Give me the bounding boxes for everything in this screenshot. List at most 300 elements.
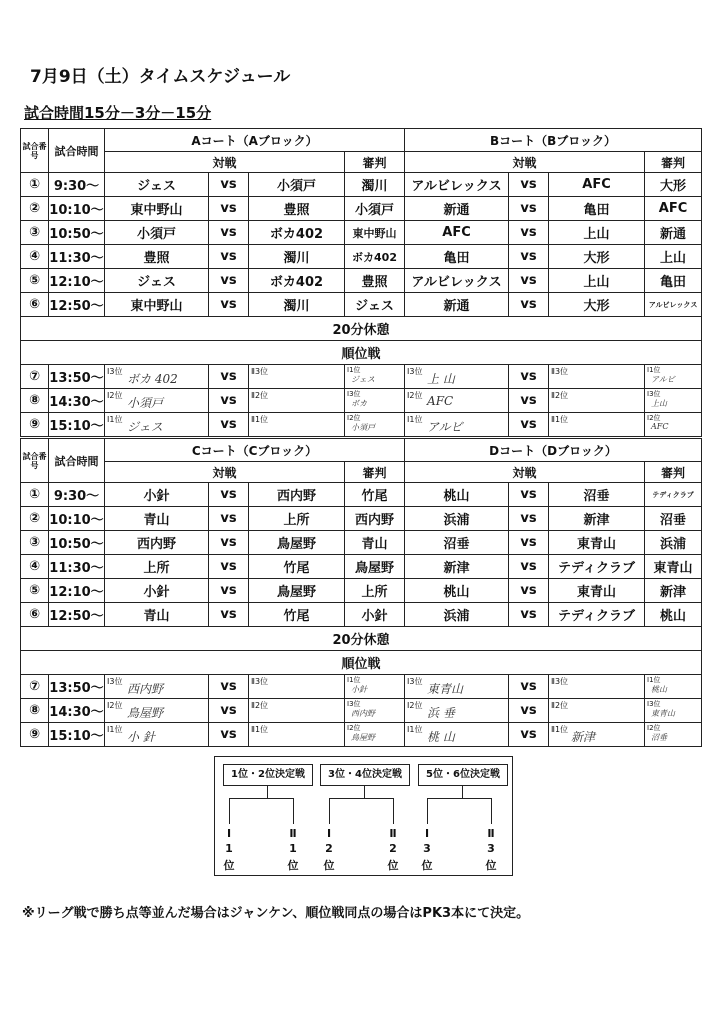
team-home bbox=[405, 413, 509, 437]
match-number: ② bbox=[21, 507, 49, 531]
playoff-slot bbox=[645, 699, 701, 722]
team-away bbox=[249, 365, 345, 389]
playoff-slot bbox=[549, 675, 644, 698]
time-header: 試合時間 bbox=[49, 129, 105, 173]
team-home bbox=[105, 675, 209, 699]
bracket-seed-label: 2 bbox=[389, 842, 397, 855]
vs-label: vs bbox=[509, 483, 549, 507]
match-duration: 試合時間15分－3分－15分 bbox=[24, 104, 212, 122]
match-number: ④ bbox=[21, 245, 49, 269]
handwritten-team: 西内野 bbox=[351, 709, 375, 718]
referee: 竹尾 bbox=[345, 483, 405, 507]
vs-label: vs bbox=[509, 197, 549, 221]
bracket-line bbox=[364, 786, 365, 798]
seed-label: Ⅱ3位 bbox=[551, 677, 569, 686]
team-away bbox=[549, 389, 645, 413]
playoff-slot bbox=[405, 723, 508, 746]
match-number: ⑨ bbox=[21, 413, 49, 437]
playoff-header: 順位戦 bbox=[21, 651, 702, 675]
team-home bbox=[405, 365, 509, 389]
referee bbox=[345, 365, 405, 389]
referee bbox=[645, 365, 702, 389]
playoff-slot bbox=[249, 675, 344, 698]
referee: 新通 bbox=[645, 221, 702, 245]
team-away bbox=[549, 413, 645, 437]
seed-label: Ⅰ2位 bbox=[407, 391, 423, 400]
referee: テディクラブ bbox=[645, 483, 702, 507]
match-header: 対戦 bbox=[105, 152, 345, 173]
team-away: 沼垂 bbox=[549, 483, 645, 507]
referee: 沼垂 bbox=[645, 507, 702, 531]
match-number: ⑧ bbox=[21, 389, 49, 413]
final-title-box: 3位・4位決定戦 bbox=[320, 764, 410, 786]
bracket-seed-label: 位 bbox=[485, 859, 497, 872]
vs-label: vs bbox=[209, 269, 249, 293]
seed-label: Ⅰ3位 bbox=[647, 390, 661, 398]
seed-label: Ⅱ2位 bbox=[251, 701, 269, 710]
team-away: テディクラブ bbox=[549, 603, 645, 627]
playoff-slot bbox=[645, 389, 701, 412]
handwritten-team: 新津 bbox=[571, 730, 596, 744]
final-title-box: 5位・6位決定戦 bbox=[418, 764, 508, 786]
bracket-seed-label: 2 bbox=[325, 842, 333, 855]
team-home: 豊照 bbox=[105, 245, 209, 269]
team-away: 上山 bbox=[549, 269, 645, 293]
bracket-line bbox=[329, 798, 393, 799]
playoff-slot bbox=[249, 413, 344, 436]
seed-label: Ⅰ1位 bbox=[647, 676, 661, 684]
referee: AFC bbox=[645, 197, 702, 221]
vs-label: vs bbox=[509, 365, 549, 389]
bracket-seed-label: Ⅱ bbox=[487, 827, 495, 840]
match-number: ⑦ bbox=[21, 675, 49, 699]
playoff-slot bbox=[405, 389, 508, 412]
team-home bbox=[105, 365, 209, 389]
seed-label: Ⅱ1位 bbox=[551, 415, 569, 424]
bracket-seed-label: 位 bbox=[223, 859, 235, 872]
vs-label: vs bbox=[509, 221, 549, 245]
vs-label: vs bbox=[509, 507, 549, 531]
vs-label: vs bbox=[509, 723, 549, 747]
handwritten-team: アルビ bbox=[651, 375, 675, 384]
bracket-line bbox=[293, 798, 294, 824]
seed-label: Ⅰ3位 bbox=[407, 367, 423, 376]
team-home: 浜浦 bbox=[405, 603, 509, 627]
bracket-seed-label: 位 bbox=[421, 859, 433, 872]
team-home: 東中野山 bbox=[105, 197, 209, 221]
seed-label: Ⅰ1位 bbox=[107, 725, 123, 734]
handwritten-team: ボカ bbox=[351, 399, 367, 408]
team-away: ボカ402 bbox=[249, 269, 345, 293]
team-away bbox=[549, 699, 645, 723]
playoff-row bbox=[21, 413, 702, 437]
match-number: ⑥ bbox=[21, 293, 49, 317]
handwritten-team: ジェス bbox=[127, 420, 163, 434]
team-away: 小須戸 bbox=[249, 173, 345, 197]
team-home: 桃山 bbox=[405, 483, 509, 507]
playoff-slot bbox=[405, 675, 508, 698]
bracket-seed-label: 1 bbox=[289, 842, 297, 855]
break-row: 20分休憩 bbox=[21, 317, 702, 341]
seed-label: Ⅱ1位 bbox=[551, 725, 569, 734]
vs-label: vs bbox=[509, 531, 549, 555]
referee bbox=[645, 413, 702, 437]
match-number: ② bbox=[21, 197, 49, 221]
playoff-slot bbox=[645, 365, 701, 388]
playoff-slot bbox=[345, 389, 404, 412]
team-home bbox=[405, 675, 509, 699]
vs-label: vs bbox=[209, 245, 249, 269]
vs-label: vs bbox=[209, 579, 249, 603]
match-row bbox=[21, 531, 702, 555]
team-away bbox=[249, 723, 345, 747]
bracket-line bbox=[229, 798, 293, 799]
playoff-slot bbox=[345, 675, 404, 698]
match-row bbox=[21, 483, 702, 507]
match-time: 12:50～ bbox=[49, 603, 105, 627]
playoff-slot bbox=[549, 699, 644, 722]
team-home: ジェス bbox=[105, 173, 209, 197]
playoff-slot bbox=[249, 723, 344, 746]
seed-label: Ⅰ2位 bbox=[107, 391, 123, 400]
team-home: 西内野 bbox=[105, 531, 209, 555]
match-time: 10:10～ bbox=[49, 197, 105, 221]
team-away: ボカ402 bbox=[249, 221, 345, 245]
handwritten-team: アルビ bbox=[427, 420, 463, 434]
bracket-seed-label: 3 bbox=[423, 842, 431, 855]
vs-label: vs bbox=[509, 269, 549, 293]
team-home: AFC bbox=[405, 221, 509, 245]
referee bbox=[345, 675, 405, 699]
match-time: 11:30～ bbox=[49, 555, 105, 579]
team-away bbox=[549, 723, 645, 747]
referee: 鳥屋野 bbox=[345, 555, 405, 579]
handwritten-team: AFC bbox=[427, 394, 454, 408]
playoff-slot bbox=[645, 723, 701, 746]
match-number: ⑦ bbox=[21, 365, 49, 389]
playoff-slot bbox=[345, 365, 404, 388]
bracket-seed-label: Ⅱ bbox=[389, 827, 397, 840]
playoff-slot bbox=[405, 365, 508, 388]
vs-label: vs bbox=[509, 675, 549, 699]
referee bbox=[645, 675, 702, 699]
match-row bbox=[21, 245, 702, 269]
referee: 豊照 bbox=[345, 269, 405, 293]
bracket-line bbox=[462, 786, 463, 798]
team-away bbox=[249, 675, 345, 699]
bracket-seed-label: 3 bbox=[487, 842, 495, 855]
seed-label: Ⅰ1位 bbox=[107, 415, 123, 424]
match-number: ⑧ bbox=[21, 699, 49, 723]
seed-label: Ⅱ3位 bbox=[551, 367, 569, 376]
match-row bbox=[21, 221, 702, 245]
team-home: アルビレックス bbox=[405, 269, 509, 293]
referee: 上山 bbox=[645, 245, 702, 269]
referee bbox=[645, 699, 702, 723]
match-time: 9:30～ bbox=[49, 173, 105, 197]
team-away: 竹尾 bbox=[249, 603, 345, 627]
seed-label: Ⅰ3位 bbox=[347, 390, 361, 398]
handwritten-team: 浜 垂 bbox=[427, 706, 455, 720]
referee: 桃山 bbox=[645, 603, 702, 627]
vs-label: vs bbox=[509, 603, 549, 627]
vs-label: vs bbox=[209, 483, 249, 507]
vs-label: vs bbox=[509, 555, 549, 579]
seed-label: Ⅱ2位 bbox=[551, 701, 569, 710]
playoff-slot bbox=[549, 413, 644, 436]
match-time: 12:10～ bbox=[49, 269, 105, 293]
handwritten-team: 上山 bbox=[651, 399, 668, 408]
referee: 新津 bbox=[645, 579, 702, 603]
bracket-seed-label: 位 bbox=[323, 859, 335, 872]
bracket-line bbox=[491, 798, 492, 824]
handwritten-team: 東青山 bbox=[651, 709, 675, 718]
playoff-slot bbox=[345, 413, 404, 436]
handwritten-team: 鳥屋野 bbox=[127, 706, 164, 720]
match-time: 10:50～ bbox=[49, 531, 105, 555]
team-home: 新通 bbox=[405, 197, 509, 221]
match-time: 10:50～ bbox=[49, 221, 105, 245]
match-row bbox=[21, 603, 702, 627]
match-number: ⑤ bbox=[21, 269, 49, 293]
vs-label: vs bbox=[209, 413, 249, 437]
referee: 亀田 bbox=[645, 269, 702, 293]
team-away: 大形 bbox=[549, 293, 645, 317]
playoff-slot bbox=[105, 389, 208, 412]
match-row bbox=[21, 173, 702, 197]
referee bbox=[345, 389, 405, 413]
vs-label: vs bbox=[209, 197, 249, 221]
referee: 青山 bbox=[345, 531, 405, 555]
vs-label: vs bbox=[209, 723, 249, 747]
vs-label: vs bbox=[509, 293, 549, 317]
team-away bbox=[549, 365, 645, 389]
handwritten-team: 小針 bbox=[351, 685, 367, 694]
playoff-slot bbox=[405, 413, 508, 436]
match-number: ③ bbox=[21, 221, 49, 245]
handwritten-team: 桃山 bbox=[651, 685, 667, 694]
team-home: 浜浦 bbox=[405, 507, 509, 531]
court-header-left: Aコート（Aブロック） bbox=[105, 129, 405, 152]
playoff-slot bbox=[249, 365, 344, 388]
bracket-seed-label: 1 bbox=[225, 842, 233, 855]
schedule-table-ab bbox=[20, 128, 702, 437]
match-time: 11:30～ bbox=[49, 245, 105, 269]
seed-label: Ⅰ2位 bbox=[347, 414, 361, 422]
seed-label: Ⅱ1位 bbox=[251, 725, 269, 734]
match-number: ③ bbox=[21, 531, 49, 555]
seed-label: Ⅰ3位 bbox=[107, 367, 123, 376]
bracket-seed-label: 位 bbox=[387, 859, 399, 872]
playoff-slot bbox=[249, 389, 344, 412]
vs-label: vs bbox=[209, 699, 249, 723]
referee bbox=[345, 699, 405, 723]
time-header: 試合時間 bbox=[49, 439, 105, 483]
handwritten-team: 小須戸 bbox=[127, 396, 164, 410]
vs-label: vs bbox=[209, 173, 249, 197]
bracket-line bbox=[267, 786, 268, 798]
vs-label: vs bbox=[509, 245, 549, 269]
playoff-slot bbox=[405, 699, 508, 722]
team-home: 新津 bbox=[405, 555, 509, 579]
playoff-row bbox=[21, 699, 702, 723]
tiebreak-note: ※リーグ戦で勝ち点等並んだ場合はジャンケン、順位戦同点の場合はPK3本にて決定。 bbox=[22, 906, 530, 921]
team-home: 桃山 bbox=[405, 579, 509, 603]
seed-label: Ⅰ2位 bbox=[647, 724, 661, 732]
match-number: ① bbox=[21, 173, 49, 197]
match-header: 対戦 bbox=[405, 462, 645, 483]
team-home: 小針 bbox=[105, 483, 209, 507]
referee: 浜浦 bbox=[645, 531, 702, 555]
match-number: ④ bbox=[21, 555, 49, 579]
seed-label: Ⅰ1位 bbox=[647, 366, 661, 374]
team-away: 濁川 bbox=[249, 293, 345, 317]
handwritten-team: 小須戸 bbox=[351, 423, 375, 432]
bracket-line bbox=[427, 798, 428, 824]
playoff-row bbox=[21, 723, 702, 747]
match-row bbox=[21, 197, 702, 221]
handwritten-team: ボカ 402 bbox=[127, 372, 178, 386]
handwritten-team: 上 山 bbox=[427, 372, 455, 386]
handwritten-team: ジェス bbox=[351, 375, 375, 384]
court-header-right: Bコート（Bブロック） bbox=[405, 129, 702, 152]
handwritten-team: 沼垂 bbox=[651, 733, 667, 742]
bracket-line bbox=[427, 798, 491, 799]
seed-label: Ⅰ3位 bbox=[107, 677, 123, 686]
playoff-header: 順位戦 bbox=[21, 341, 702, 365]
playoff-slot bbox=[645, 413, 701, 436]
team-home: 青山 bbox=[105, 603, 209, 627]
playoff-slot bbox=[645, 675, 701, 698]
match-number: ⑥ bbox=[21, 603, 49, 627]
team-home: 上所 bbox=[105, 555, 209, 579]
page-title: 7月9日（土）タイムスケジュール bbox=[30, 67, 291, 87]
playoff-slot bbox=[249, 699, 344, 722]
match-header: 対戦 bbox=[105, 462, 345, 483]
match-time: 14:30～ bbox=[49, 699, 105, 723]
referee: 西内野 bbox=[345, 507, 405, 531]
playoff-slot bbox=[549, 389, 644, 412]
handwritten-team: 桃 山 bbox=[427, 730, 455, 744]
vs-label: vs bbox=[509, 579, 549, 603]
playoff-slot bbox=[345, 723, 404, 746]
bracket-seed-label: Ⅰ bbox=[326, 827, 332, 840]
match-row bbox=[21, 293, 702, 317]
team-home bbox=[105, 699, 209, 723]
referee-header: 審判 bbox=[645, 462, 702, 483]
team-away: 亀田 bbox=[549, 197, 645, 221]
vs-label: vs bbox=[209, 293, 249, 317]
handwritten-team: AFC bbox=[651, 422, 669, 431]
seed-label: Ⅰ3位 bbox=[647, 700, 661, 708]
team-away: 上所 bbox=[249, 507, 345, 531]
referee bbox=[645, 723, 702, 747]
seed-label: Ⅰ1位 bbox=[347, 366, 361, 374]
match-time: 14:30～ bbox=[49, 389, 105, 413]
vs-label: vs bbox=[209, 365, 249, 389]
seed-label: Ⅱ2位 bbox=[551, 391, 569, 400]
vs-label: vs bbox=[209, 389, 249, 413]
playoff-slot bbox=[105, 699, 208, 722]
seed-label: Ⅰ2位 bbox=[407, 701, 423, 710]
court-header-left: Cコート（Cブロック） bbox=[105, 439, 405, 462]
team-home: 沼垂 bbox=[405, 531, 509, 555]
match-time: 13:50～ bbox=[49, 365, 105, 389]
seed-label: Ⅰ2位 bbox=[347, 724, 361, 732]
team-away: 大形 bbox=[549, 245, 645, 269]
team-home bbox=[405, 699, 509, 723]
match-row bbox=[21, 579, 702, 603]
match-time: 12:10～ bbox=[49, 579, 105, 603]
team-away: 豊照 bbox=[249, 197, 345, 221]
playoff-row bbox=[21, 675, 702, 699]
seed-label: Ⅰ1位 bbox=[407, 725, 423, 734]
match-no-header: 試合番号 bbox=[21, 129, 49, 173]
seed-label: Ⅰ2位 bbox=[107, 701, 123, 710]
final-title-box: 1位・2位決定戦 bbox=[223, 764, 313, 786]
team-home: 新通 bbox=[405, 293, 509, 317]
referee: 大形 bbox=[645, 173, 702, 197]
referee bbox=[345, 723, 405, 747]
playoff-row bbox=[21, 365, 702, 389]
break-row: 20分休憩 bbox=[21, 627, 702, 651]
match-header: 対戦 bbox=[405, 152, 645, 173]
playoff-slot bbox=[105, 365, 208, 388]
team-home bbox=[105, 723, 209, 747]
playoff-slot bbox=[105, 413, 208, 436]
team-away bbox=[249, 413, 345, 437]
seed-label: Ⅱ3位 bbox=[251, 677, 269, 686]
team-home bbox=[105, 389, 209, 413]
team-away bbox=[249, 699, 345, 723]
team-away: 鳥屋野 bbox=[249, 579, 345, 603]
bracket-line bbox=[329, 798, 330, 824]
match-time: 9:30～ bbox=[49, 483, 105, 507]
handwritten-team: 西内野 bbox=[127, 682, 164, 696]
handwritten-team: 小 針 bbox=[127, 730, 155, 744]
referee bbox=[645, 389, 702, 413]
playoff-slot bbox=[105, 675, 208, 698]
team-home: 亀田 bbox=[405, 245, 509, 269]
bracket-seed-label: Ⅰ bbox=[424, 827, 430, 840]
team-away bbox=[249, 389, 345, 413]
team-away: 東青山 bbox=[549, 531, 645, 555]
match-row bbox=[21, 269, 702, 293]
team-away: 新津 bbox=[549, 507, 645, 531]
team-home: 小須戸 bbox=[105, 221, 209, 245]
vs-label: vs bbox=[209, 531, 249, 555]
team-away: テディクラブ bbox=[549, 555, 645, 579]
vs-label: vs bbox=[509, 173, 549, 197]
match-row bbox=[21, 555, 702, 579]
vs-label: vs bbox=[509, 389, 549, 413]
referee: 濁川 bbox=[345, 173, 405, 197]
schedule-table-cd bbox=[20, 438, 702, 747]
team-away: 上山 bbox=[549, 221, 645, 245]
playoff-row bbox=[21, 389, 702, 413]
team-home bbox=[105, 413, 209, 437]
bracket-line bbox=[229, 798, 230, 824]
referee: アルビレックス bbox=[645, 293, 702, 317]
vs-label: vs bbox=[209, 603, 249, 627]
playoff-bracket bbox=[214, 756, 513, 876]
playoff-slot bbox=[345, 699, 404, 722]
match-time: 15:10～ bbox=[49, 413, 105, 437]
referee: ボカ402 bbox=[345, 245, 405, 269]
seed-label: Ⅱ2位 bbox=[251, 391, 269, 400]
playoff-slot bbox=[549, 723, 644, 746]
vs-label: vs bbox=[209, 507, 249, 531]
